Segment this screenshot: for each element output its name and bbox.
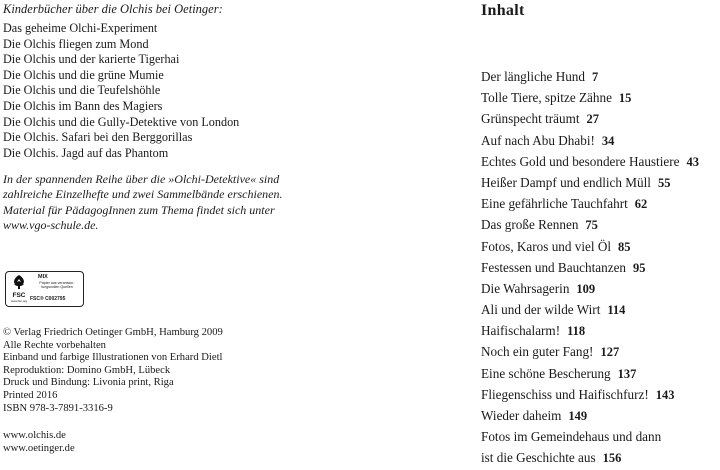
series-note-line: zahlreiche Einzelhefte und zwei Sammelbände erschienen. <box>3 187 283 202</box>
toc-entry-page: 15 <box>618 91 632 106</box>
series-note-line: Material für PädagogInnen zum Thema findet sich unter <box>3 202 275 217</box>
toc-entry-page: 7 <box>592 70 599 84</box>
series-note <box>3 172 323 233</box>
toc-entry <box>481 66 699 87</box>
toc-title: Inhalt <box>481 2 525 19</box>
fsc-logo-text: FSC <box>12 292 26 299</box>
imprint-line: Printed 2016 <box>3 389 58 401</box>
toc-entry-page: 127 <box>600 345 620 360</box>
toc-entry <box>481 278 699 299</box>
toc-entry-title: Fliegenschiss und Haifischfurz! <box>481 386 649 402</box>
toc-entry-title: Heißer Dampf und endlich Müll <box>481 174 651 190</box>
book-title: Die Olchis. Jagd auf das Phantom <box>3 145 169 160</box>
toc-entry-page: 43 <box>686 154 699 169</box>
toc-entry <box>481 299 699 320</box>
series-note-line: www.vgo-schule.de. <box>3 217 99 232</box>
web-link: www.oetinger.de <box>3 442 75 454</box>
toc-entry-page: 34 <box>601 133 615 148</box>
fsc-text: Papier aus verantwor-tungsvollen Quellen <box>39 281 75 290</box>
toc-entry <box>481 172 699 193</box>
book-title: Die Olchis und die grüne Mumie <box>3 67 164 82</box>
toc-entry-title: Ali und der wilde Wirt <box>481 302 601 318</box>
toc-entry <box>481 320 699 341</box>
toc-entry-page: 143 <box>655 387 675 402</box>
book-title: Die Olchis fliegen zum Mond <box>3 36 149 51</box>
imprint-line: Reproduktion: Domino GmbH, Lübeck <box>3 364 171 376</box>
toc-entry-title: Eine schöne Bescherung <box>481 365 611 381</box>
fsc-mix: MIX <box>38 274 48 280</box>
toc-entry-page: 156 <box>602 451 622 466</box>
web-links <box>3 430 75 456</box>
toc-entry-page: 149 <box>568 409 588 423</box>
imprint-line: Einband und farbige Illustrationen von Erhard Dietl <box>3 352 223 364</box>
book-title: Die Olchis und die Teufelshöhle <box>3 83 161 98</box>
toc-entry-title: Fotos im Gemeindehaus und dann <box>481 429 662 445</box>
toc-entry-title: Noch ein guter Fang! <box>481 344 594 360</box>
web-link: www.olchis.de <box>3 430 66 441</box>
fsc-label <box>5 271 84 307</box>
toc-entry-page: 62 <box>634 197 648 212</box>
book-title: Die Olchis und der karierte Tigerhai <box>3 52 180 67</box>
toc-entry <box>481 341 699 362</box>
toc-entry <box>481 236 699 257</box>
toc-entry-page: 109 <box>576 281 596 296</box>
toc-entry-page: 75 <box>585 218 598 233</box>
toc-entry <box>481 384 699 405</box>
toc-entry-title: Fotos, Karos und viel Öl <box>481 238 612 254</box>
toc-entry-page: 118 <box>567 324 586 339</box>
toc-entry-title: Die Wahrsagerin <box>481 280 570 296</box>
book-title: Die Olchis. Safari bei den Berggorillas <box>3 130 193 145</box>
toc-entry <box>481 130 699 151</box>
toc-entry-title: Haifischalarm! <box>481 323 561 339</box>
toc-entry-title: Echtes Gold und besondere Haustiere <box>481 153 680 169</box>
fsc-code: FSC® C002795 <box>30 296 66 302</box>
toc-entry-title: Wieder daheim <box>481 408 562 423</box>
toc-entry-title: Auf nach Abu Dhabi! <box>481 132 595 148</box>
toc-entry-title: Grünspecht träumt <box>481 111 580 127</box>
book-title: Das geheime Olchi-Experiment <box>3 21 158 35</box>
book-title: Die Olchis im Bann des Magiers <box>3 98 163 113</box>
toc-entry <box>481 405 699 426</box>
left-page <box>0 0 340 459</box>
toc-entry-title: Das große Rennen <box>481 217 579 233</box>
toc-entry-page: 95 <box>633 260 646 275</box>
toc-entry-title: Der längliche Hund <box>481 69 585 84</box>
toc-entry <box>481 426 699 447</box>
book-title: Die Olchis und die Gully-Detektive von London <box>3 114 240 129</box>
imprint-line: Alle Rechte vorbehalten <box>3 339 106 351</box>
imprint-line: © Verlag Friedrich Oetinger GmbH, Hamburg 2009 <box>3 327 223 338</box>
toc-entry <box>481 257 699 278</box>
toc-entry-page: 114 <box>607 303 626 318</box>
toc-entry-title: Eine gefährliche Tauchfahrt <box>481 196 628 212</box>
imprint-line: Druck und Bindung: Livonia print, Riga <box>3 377 174 389</box>
toc-entry-page: 55 <box>657 175 671 190</box>
imprint <box>3 327 223 415</box>
toc-entry <box>481 108 699 129</box>
toc-entry-title: Tolle Tiere, spitze Zähne <box>481 90 612 106</box>
toc-entry-title: Festessen und Bauchtanzen <box>481 259 627 275</box>
toc-entry-page: 27 <box>586 112 600 127</box>
right-page <box>470 0 720 466</box>
imprint-line: ISBN 978-3-7891-3316-9 <box>3 402 113 414</box>
toc-entry <box>481 363 699 384</box>
toc-entry <box>481 193 699 214</box>
fsc-tree-logo-icon <box>10 274 28 304</box>
toc-entry <box>481 87 699 108</box>
toc-entry-title: ist die Geschichte aus <box>481 450 596 466</box>
fsc-logo-url: www.fsc.org <box>10 299 28 303</box>
table-of-contents <box>481 66 699 469</box>
toc-entry <box>481 214 699 235</box>
books-heading: Kinderbücher über die Olchis bei Oetinger: <box>3 2 223 16</box>
book-list <box>3 21 239 161</box>
toc-entry-page: 85 <box>618 239 631 254</box>
toc-entry <box>481 447 699 468</box>
series-note-line: In der spannenden Reihe über die »Olchi-Detektive« sind <box>3 172 280 186</box>
toc-entry-page: 137 <box>617 366 637 381</box>
toc-entry <box>481 151 699 172</box>
